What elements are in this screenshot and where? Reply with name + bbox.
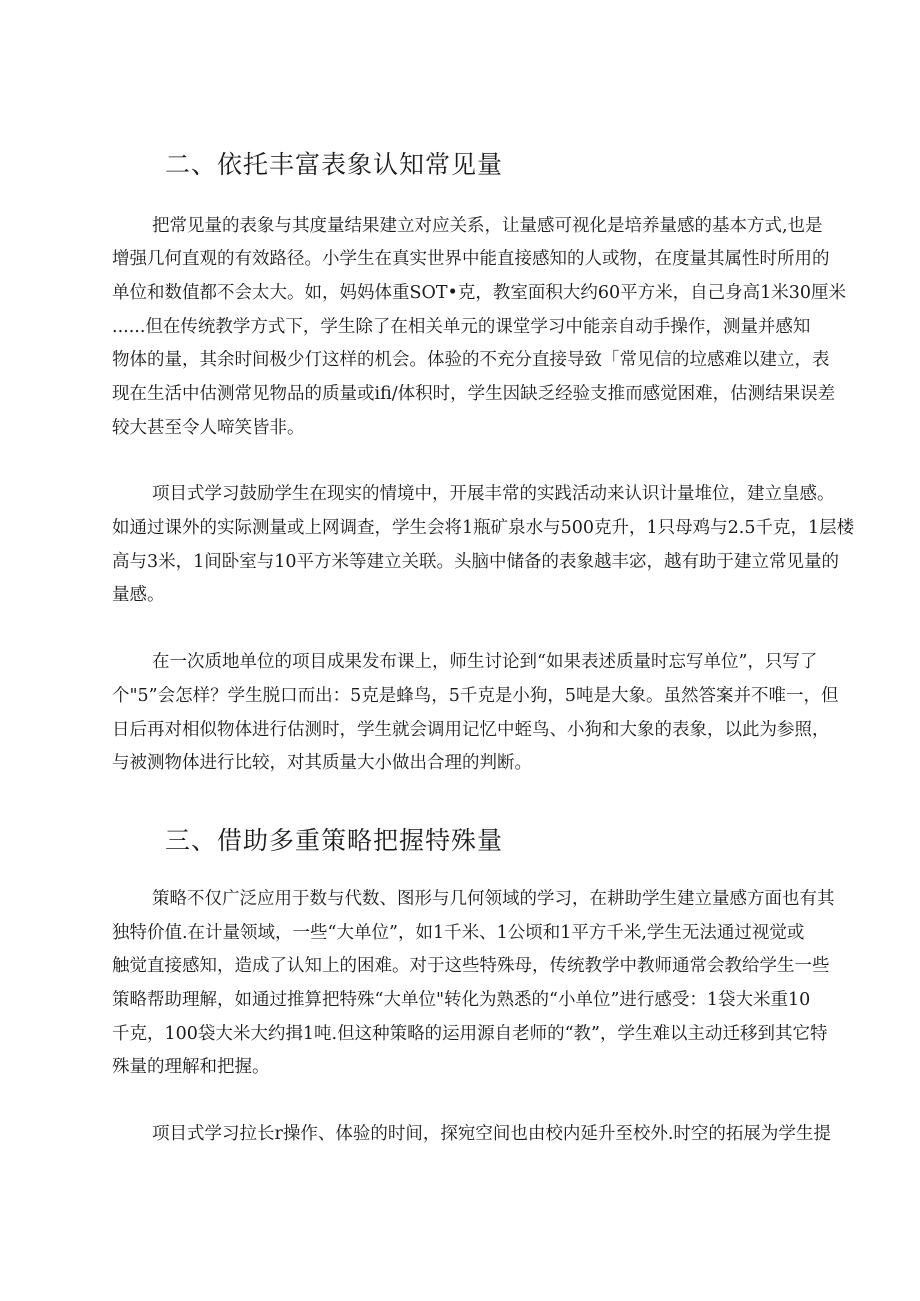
paragraph-line: 如通过课外的实际测量或上网调查，学生会将1瓶矿泉水与500克升，1只母鸡与2.5千克，1层楼 (112, 518, 855, 538)
paragraph-line: 触觉直接感知，造成了认知上的困难。对于这些特殊母，传统教学中教师通常会教给学生一些 (112, 956, 830, 976)
paragraph-line: 增强几何直观的有效路径。小学生在真实世界中能直接感知的人或物，在度量其属性时所用的 (112, 249, 830, 269)
paragraph-line: 项目式学习鼓励学生在现实的情境中，开展丰常的实践活动来认识计量堆位，建立皇感。 (152, 484, 835, 504)
paragraph-line: 个"5”会怎样？学生脱口而出：5克是蜂鸟，5千克是小狗，5吨是大象。虽然答案并不唯一，但 (112, 686, 839, 706)
paragraph-line: 策略帮助理解，如通过推算把特殊“大单位"转化为熟悉的“小单位”进行感受：1袋大米重10 (112, 990, 811, 1010)
paragraph-line: 单位和数值都不会太大。如，妈妈体重SOT•克，教室面积大约60平方米，自己身高1米30厘米 (112, 283, 846, 303)
section-heading-3: 三、借助多重策略把握特殊量 (165, 826, 504, 855)
paragraph-line: 项目式学习拉长r操作、体验的时间，探宛空间也由校内延升至校外.时空的拓展为学生提 (152, 1124, 831, 1144)
paragraph-line: 独特价值.在计量领域，一些“大单位”，如1千米、1公顷和1平方千米,学生无法通过视觉或 (112, 923, 805, 943)
section-heading-2: 二、依托丰富表象认知常见量 (165, 150, 504, 179)
paragraph-line: 殊量的理解和把握。 (112, 1057, 270, 1077)
paragraph-line: 与被测物体进行比较，对其质量大小做出合理的判断。 (112, 753, 532, 773)
paragraph-line: 高与3米，1间卧室与10平方米等建立关联。头脑中储备的表象越丰宓，越有助于建立常见量的 (112, 552, 840, 572)
paragraph-line: 较大甚至令人啼笑皆非。 (112, 418, 305, 438)
paragraph-line: 策略不仅广泛应用于数与代数、图形与几何领域的学习，在耕助学生建立量感方面也有其 (152, 889, 835, 909)
paragraph-line: 日后再对相似物体进行估测时，学生就会调用记忆中蛭鸟、小狗和大象的表象，以此为参照， (112, 720, 830, 740)
paragraph-line: 物体的量，其余时间极少仃这样的机会。体验的不充分直接导致「常见信的垃感难以建立，表 (112, 350, 830, 370)
paragraph-line: 量感。 (112, 585, 165, 605)
paragraph-line: ......但在传统教学方式下，学生除了在相关单元的课堂学习中能亲自动手操作，测量并感知 (112, 317, 811, 337)
paragraph-line: 在一次质地单位的项目成果发布课上，师生讨论到“如果表述质量时忘写单位”，只写了 (152, 652, 818, 672)
paragraph-line: 把常见量的表象与其度量结果建立对应关系，让量感可视化是培养量感的基本方式,也是 (152, 216, 823, 236)
paragraph-line: 千克，100袋大米大约揖1吨.但这种策略的运用源自老师的“教”，学生难以主动迁移到其它特 (112, 1024, 828, 1044)
paragraph-line: 现在生活中估测常见物品的质量或ifi/体积时，学生因缺乏经验支推而感觉困难，估测结果误差 (112, 384, 836, 404)
